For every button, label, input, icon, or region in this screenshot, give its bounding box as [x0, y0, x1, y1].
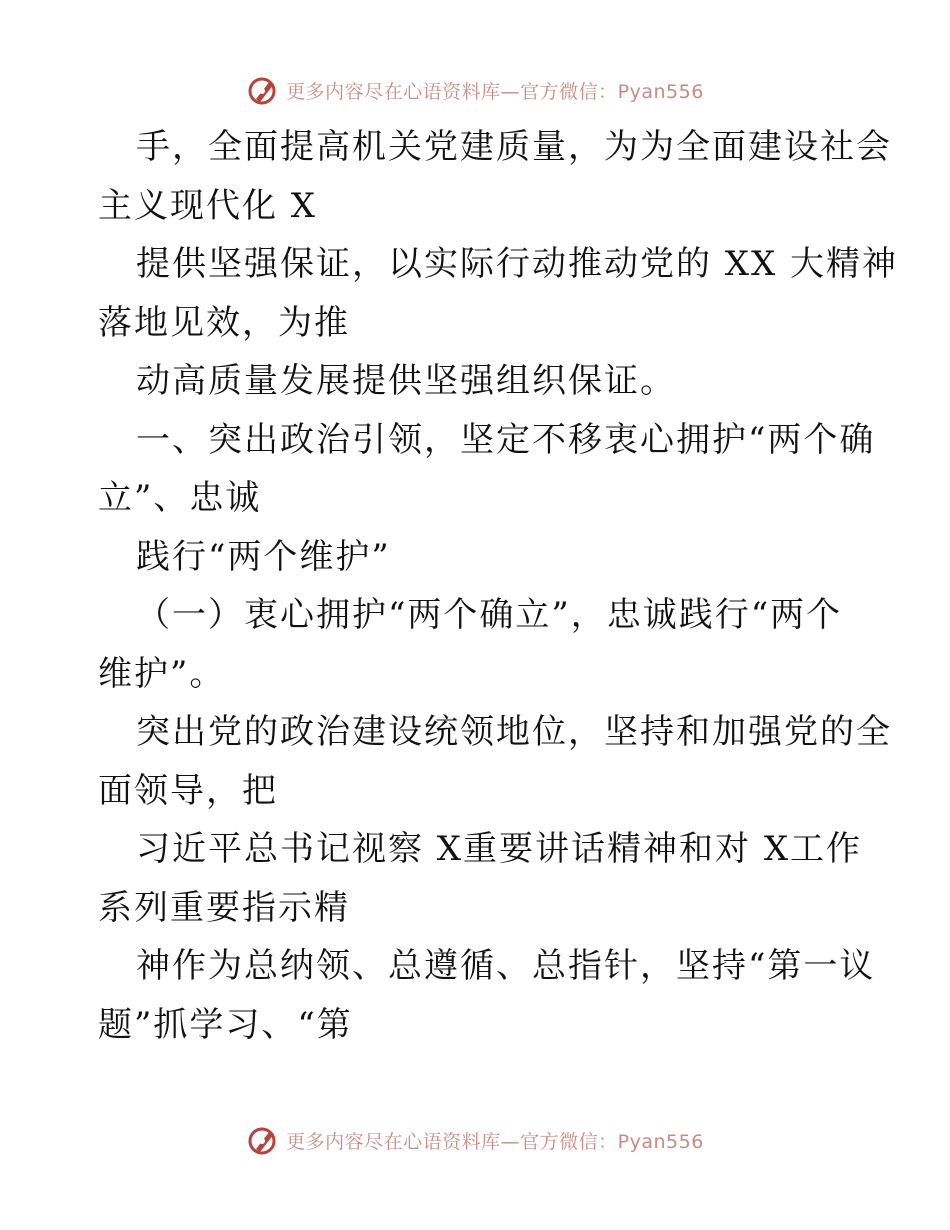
text-line: 主义现代化 X — [98, 185, 318, 226]
text-line: 动高质量发展提供坚强组织保证。 — [136, 361, 676, 401]
watermark-text: 更多内容尽在心语资料库—官方微信：Pyan556 — [286, 1130, 704, 1153]
text-line: 神作为总纳领、总遵循、总指针，坚持“第一议 — [136, 946, 876, 986]
section-heading-line: 立”、忠诚 — [98, 478, 262, 518]
text-line: 系列重要指示精 — [98, 887, 350, 928]
header-watermark — [0, 70, 950, 110]
text-line: 手，全面提高机关党建质量，为为全面建设社会 — [136, 127, 892, 167]
watermark — [246, 73, 704, 107]
subsection-heading-line: 维护”。 — [98, 653, 226, 694]
watermark — [246, 1123, 704, 1157]
section-heading-line: 一、突出政治引领，坚定不移衷心拥护“两个确 — [136, 419, 876, 460]
pen-circle-icon — [246, 1123, 280, 1157]
pen-circle-icon — [246, 73, 280, 107]
subsection-heading-line: （一）衷心拥护“两个确立”，忠诚践行“两个 — [136, 595, 843, 635]
text-line: 落地见效，为推 — [98, 302, 350, 343]
text-line: 突出党的政治建设统领地位，坚持和加强党的全 — [136, 712, 892, 752]
watermark-text: 更多内容尽在心语资料库—官方微信：Pyan556 — [286, 80, 704, 103]
text-line: 提供坚强保证，以实际行动推动党的 XX 大精神 — [136, 244, 899, 284]
footer-watermark — [0, 1120, 950, 1160]
text-line: 题”抓学习、“第 — [98, 1004, 353, 1045]
text-line: 习近平总书记视察 X重要讲话精神和对 X工作 — [136, 829, 863, 869]
document-body — [98, 118, 899, 1054]
section-heading-line: 践行“两个维护” — [136, 536, 391, 577]
text-line: 面领导，把 — [98, 770, 278, 811]
